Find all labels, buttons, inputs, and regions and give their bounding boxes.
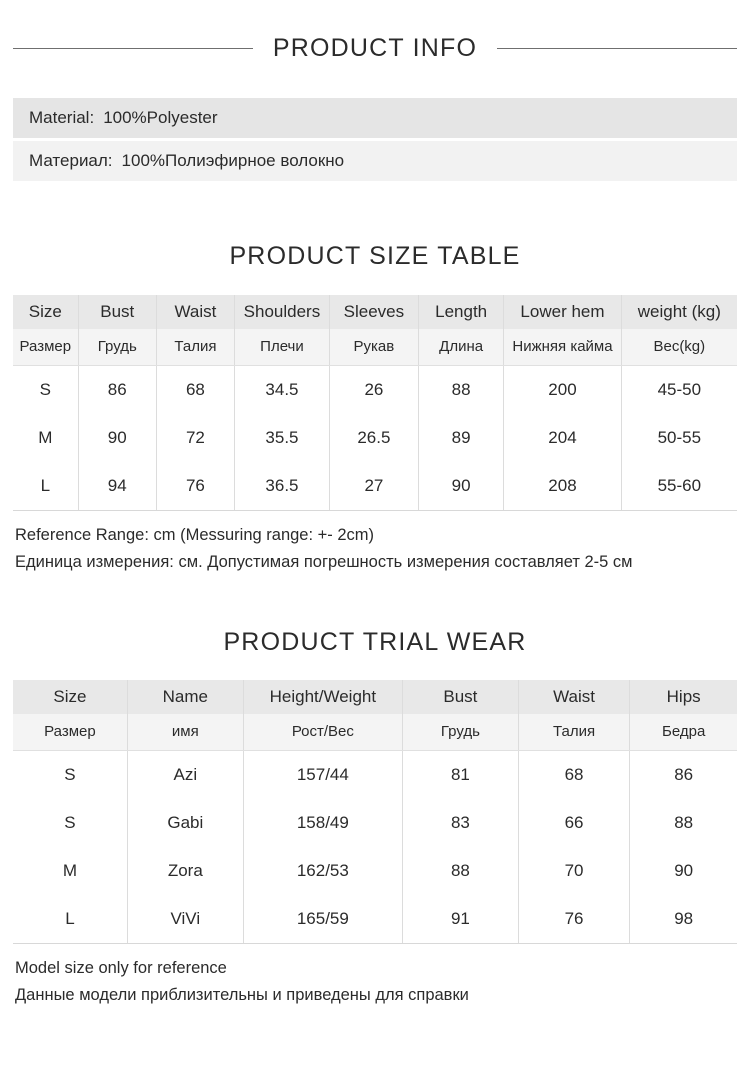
trial-header-ru-2: Рост/Вес — [243, 714, 402, 751]
trial-table-header-row-en — [13, 680, 737, 714]
size-cell-r2-c5: 90 — [418, 462, 503, 511]
trial-table — [13, 680, 737, 944]
trial-cell-r3-c4: 76 — [518, 895, 629, 944]
trial-table-header-row-ru — [13, 714, 737, 751]
table-row — [13, 366, 737, 415]
size-table-header-row-ru — [13, 329, 737, 366]
trial-note-en: Model size only for reference — [15, 959, 227, 978]
size-cell-r1-c1: 90 — [78, 414, 156, 462]
size-cell-r0-c7: 45-50 — [621, 366, 737, 415]
size-header-ru-7: Вес(kg) — [621, 329, 737, 366]
material-row-ru — [13, 141, 737, 181]
table-row — [13, 847, 737, 895]
trial-cell-r3-c3: 91 — [402, 895, 518, 944]
trial-cell-r0-c5: 86 — [630, 751, 737, 800]
material-value-en: 100%Polyester — [103, 108, 218, 127]
trial-header-en-0: Size — [13, 680, 127, 714]
trial-header-en-1: Name — [127, 680, 243, 714]
size-cell-r0-c3: 34.5 — [235, 366, 330, 415]
size-header-ru-1: Грудь — [78, 329, 156, 366]
size-table-body — [13, 366, 737, 511]
material-value-ru: 100%Полиэфирное волокно — [121, 151, 345, 170]
size-header-ru-0: Размер — [13, 329, 78, 366]
trial-cell-r2-c0: M — [13, 847, 127, 895]
size-note-en: Reference Range: cm (Messuring range: +- 2cm) — [15, 526, 375, 544]
section-product-info — [13, 0, 737, 181]
trial-header-ru-5: Бедра — [630, 714, 737, 751]
size-cell-r1-c4: 26.5 — [329, 414, 418, 462]
size-cell-r1-c2: 72 — [156, 414, 234, 462]
trial-cell-r1-c2: 158/49 — [243, 799, 402, 847]
size-table-header-row-en — [13, 295, 737, 329]
size-header-en-4: Sleeves — [329, 295, 418, 329]
trial-cell-r1-c3: 83 — [402, 799, 518, 847]
section-product-trial-wear — [13, 575, 737, 1008]
trial-header-en-5: Hips — [630, 680, 737, 714]
product-info-heading-text: PRODUCT INFO — [272, 34, 478, 62]
size-header-en-5: Length — [418, 295, 503, 329]
trial-cell-r3-c1: ViVi — [127, 895, 243, 944]
trial-cell-r2-c2: 162/53 — [243, 847, 402, 895]
trial-cell-r2-c5: 90 — [630, 847, 737, 895]
table-row — [13, 414, 737, 462]
trial-header-ru-4: Талия — [518, 714, 629, 751]
material-row-en — [13, 98, 737, 138]
trial-header-en-3: Bust — [402, 680, 518, 714]
size-cell-r1-c7: 50-55 — [621, 414, 737, 462]
product-info-heading — [13, 0, 737, 61]
heading-rule-right — [497, 48, 737, 49]
size-header-en-2: Waist — [156, 295, 234, 329]
size-cell-r2-c3: 36.5 — [235, 462, 330, 511]
size-cell-r2-c2: 76 — [156, 462, 234, 511]
trial-header-ru-0: Размер — [13, 714, 127, 751]
trial-cell-r2-c3: 88 — [402, 847, 518, 895]
trial-cell-r0-c3: 81 — [402, 751, 518, 800]
trial-table-body — [13, 751, 737, 944]
size-header-ru-3: Плечи — [235, 329, 330, 366]
size-header-en-3: Shoulders — [235, 295, 330, 329]
size-header-ru-6: Нижняя кайма — [504, 329, 621, 366]
trial-cell-r1-c5: 88 — [630, 799, 737, 847]
size-note-ru: Единица измерения: см. Допустимая погрешность измерения составляет 2-5 см — [15, 552, 633, 571]
size-header-en-6: Lower hem — [504, 295, 621, 329]
size-table-notes — [13, 522, 737, 575]
trial-cell-r3-c2: 165/59 — [243, 895, 402, 944]
size-cell-r0-c0: S — [13, 366, 78, 415]
size-table-wrapper — [13, 295, 737, 511]
size-header-ru-4: Рукав — [329, 329, 418, 366]
size-cell-r1-c5: 89 — [418, 414, 503, 462]
size-cell-r1-c0: M — [13, 414, 78, 462]
trial-cell-r2-c1: Zora — [127, 847, 243, 895]
size-cell-r2-c0: L — [13, 462, 78, 511]
size-cell-r0-c5: 88 — [418, 366, 503, 415]
trial-table-notes — [13, 955, 737, 1008]
size-header-en-7: weight (kg) — [621, 295, 737, 329]
material-block — [13, 98, 737, 181]
table-row — [13, 462, 737, 511]
trial-table-wrapper — [13, 680, 737, 944]
size-cell-r2-c7: 55-60 — [621, 462, 737, 511]
trial-header-en-2: Height/Weight — [243, 680, 402, 714]
trial-table-head — [13, 680, 737, 751]
size-cell-r1-c3: 35.5 — [235, 414, 330, 462]
size-header-ru-5: Длина — [418, 329, 503, 366]
material-label-ru: Материал: — [29, 151, 113, 170]
size-cell-r0-c2: 68 — [156, 366, 234, 415]
trial-note-ru: Данные модели приблизительны и приведены для справки — [15, 986, 469, 1005]
table-row — [13, 751, 737, 800]
material-label-en: Material: — [29, 108, 95, 127]
size-cell-r2-c6: 208 — [504, 462, 621, 511]
size-header-en-1: Bust — [78, 295, 156, 329]
product-size-table-heading: PRODUCT SIZE TABLE — [229, 242, 521, 270]
size-cell-r0-c1: 86 — [78, 366, 156, 415]
size-header-ru-2: Талия — [156, 329, 234, 366]
trial-cell-r2-c4: 70 — [518, 847, 629, 895]
size-table — [13, 295, 737, 511]
trial-cell-r1-c1: Gabi — [127, 799, 243, 847]
trial-header-en-4: Waist — [518, 680, 629, 714]
trial-header-ru-1: имя — [127, 714, 243, 751]
product-trial-wear-heading: PRODUCT TRIAL WEAR — [223, 628, 527, 657]
table-row — [13, 799, 737, 847]
trial-cell-r0-c2: 157/44 — [243, 751, 402, 800]
size-cell-r2-c1: 94 — [78, 462, 156, 511]
size-cell-r1-c6: 204 — [504, 414, 621, 462]
trial-cell-r1-c4: 66 — [518, 799, 629, 847]
trial-cell-r3-c5: 98 — [630, 895, 737, 944]
size-table-head — [13, 295, 737, 366]
trial-cell-r1-c0: S — [13, 799, 127, 847]
table-row — [13, 895, 737, 944]
trial-header-ru-3: Грудь — [402, 714, 518, 751]
trial-cell-r0-c0: S — [13, 751, 127, 800]
trial-cell-r0-c1: Azi — [127, 751, 243, 800]
size-cell-r0-c6: 200 — [504, 366, 621, 415]
trial-cell-r0-c4: 68 — [518, 751, 629, 800]
size-cell-r0-c4: 26 — [329, 366, 418, 415]
section-product-size-table — [13, 181, 737, 575]
size-header-en-0: Size — [13, 295, 78, 329]
trial-cell-r3-c0: L — [13, 895, 127, 944]
heading-rule-left — [13, 48, 253, 49]
size-cell-r2-c4: 27 — [329, 462, 418, 511]
